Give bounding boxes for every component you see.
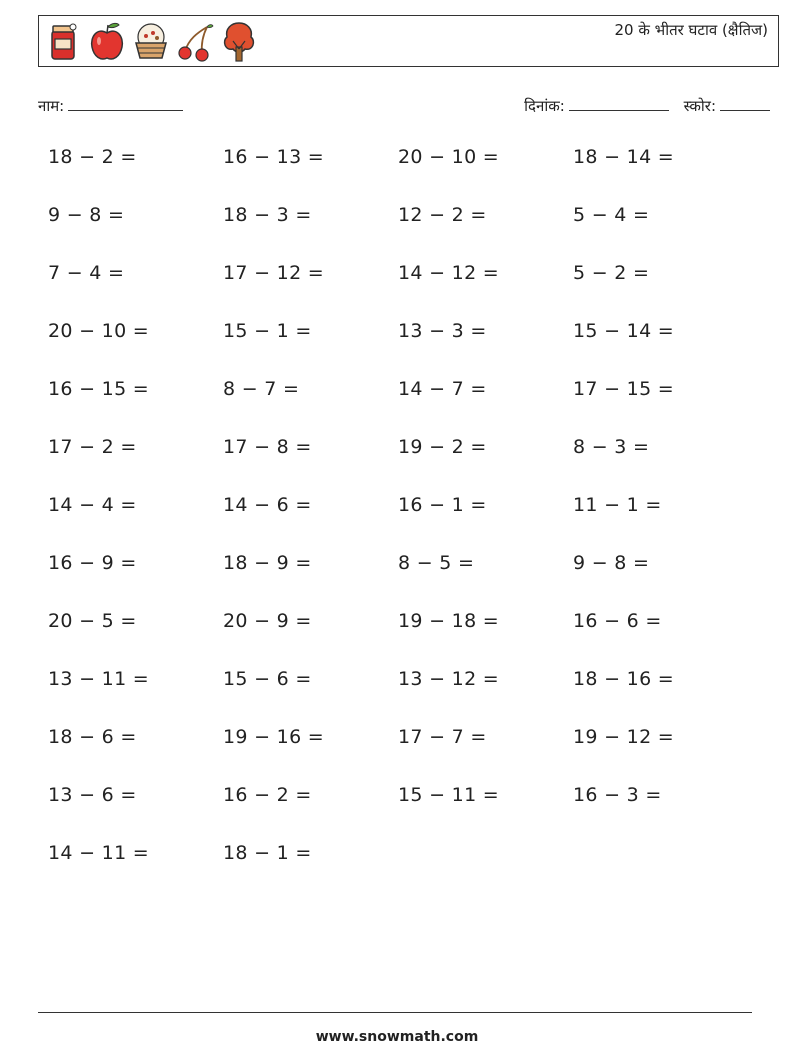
problem-item: 19 − 18 =: [398, 610, 500, 632]
problem-row: [48, 726, 748, 784]
cherries-icon: [175, 19, 215, 65]
score-label: स्कोर:: [683, 97, 716, 115]
problem-item: 18 − 16 =: [573, 668, 675, 690]
problem-item: 16 − 3 =: [573, 784, 662, 806]
problem-item: 16 − 2 =: [223, 784, 312, 806]
problem-item: 13 − 3 =: [398, 320, 487, 342]
problem-item: 5 − 2 =: [573, 262, 650, 284]
problem-item: 8 − 3 =: [573, 436, 650, 458]
problem-item: 8 − 5 =: [398, 552, 475, 574]
tree-icon: [219, 19, 259, 65]
problem-item: 8 − 7 =: [223, 378, 300, 400]
problem-item: 12 − 2 =: [398, 204, 487, 226]
problem-item: 19 − 12 =: [573, 726, 675, 748]
apple-icon: [87, 19, 127, 65]
header-icons: [43, 19, 259, 65]
problem-item: 7 − 4 =: [48, 262, 125, 284]
problem-item: 14 − 11 =: [48, 842, 150, 864]
problem-row: [48, 436, 748, 494]
problem-row: [48, 842, 748, 900]
date-score-field: [524, 94, 770, 116]
problem-row: [48, 378, 748, 436]
problem-item: 15 − 1 =: [223, 320, 312, 342]
problem-item: 14 − 6 =: [223, 494, 312, 516]
problem-row: [48, 610, 748, 668]
problem-item: 13 − 6 =: [48, 784, 137, 806]
problem-item: 17 − 8 =: [223, 436, 312, 458]
date-blank[interactable]: [569, 94, 669, 111]
problem-item: 17 − 2 =: [48, 436, 137, 458]
problem-item: 13 − 11 =: [48, 668, 150, 690]
problem-item: 13 − 12 =: [398, 668, 500, 690]
problem-item: 17 − 15 =: [573, 378, 675, 400]
problem-item: 14 − 12 =: [398, 262, 500, 284]
problem-item: 16 − 1 =: [398, 494, 487, 516]
problem-row: [48, 784, 748, 842]
problem-item: 16 − 6 =: [573, 610, 662, 632]
footer-divider: [38, 1012, 752, 1013]
problem-item: 17 − 7 =: [398, 726, 487, 748]
date-label: दिनांक:: [524, 97, 565, 115]
problem-item: 20 − 10 =: [48, 320, 150, 342]
problem-row: [48, 668, 748, 726]
name-blank[interactable]: [68, 94, 183, 111]
problem-item: 18 − 9 =: [223, 552, 312, 574]
problem-item: 11 − 1 =: [573, 494, 662, 516]
problem-item: 16 − 15 =: [48, 378, 150, 400]
problem-item: 18 − 6 =: [48, 726, 137, 748]
problem-item: 9 − 8 =: [48, 204, 125, 226]
problem-item: 16 − 13 =: [223, 146, 325, 168]
problem-item: 19 − 16 =: [223, 726, 325, 748]
problem-item: 16 − 9 =: [48, 552, 137, 574]
problem-row: [48, 552, 748, 610]
problem-row: [48, 262, 748, 320]
problem-item: 15 − 14 =: [573, 320, 675, 342]
problem-item: 18 − 3 =: [223, 204, 312, 226]
problem-item: 15 − 11 =: [398, 784, 500, 806]
problem-item: 15 − 6 =: [223, 668, 312, 690]
problem-item: 18 − 14 =: [573, 146, 675, 168]
problem-item: 20 − 10 =: [398, 146, 500, 168]
problem-item: 20 − 5 =: [48, 610, 137, 632]
jam-jar-icon: [43, 19, 83, 65]
worksheet-header: [38, 15, 779, 67]
problem-row: [48, 204, 748, 262]
problem-row: [48, 320, 748, 378]
problem-row: [48, 146, 748, 204]
problem-item: 5 − 4 =: [573, 204, 650, 226]
problem-item: 20 − 9 =: [223, 610, 312, 632]
footer-url: www.snowmath.com: [315, 1029, 479, 1045]
name-field: [38, 94, 183, 116]
problem-item: 9 − 8 =: [573, 552, 650, 574]
worksheet-title: 20 के भीतर घटाव (क्षैतिज): [614, 21, 768, 39]
problem-item: 14 − 7 =: [398, 378, 487, 400]
name-label: नाम:: [38, 97, 65, 115]
problem-item: 14 − 4 =: [48, 494, 137, 516]
problem-item: 18 − 2 =: [48, 146, 137, 168]
problem-item: 17 − 12 =: [223, 262, 325, 284]
fruit-basket-icon: [131, 19, 171, 65]
problem-row: [48, 494, 748, 552]
score-blank[interactable]: [720, 94, 770, 111]
problem-grid: [48, 146, 748, 900]
problem-item: 19 − 2 =: [398, 436, 487, 458]
problem-item: 18 − 1 =: [223, 842, 312, 864]
